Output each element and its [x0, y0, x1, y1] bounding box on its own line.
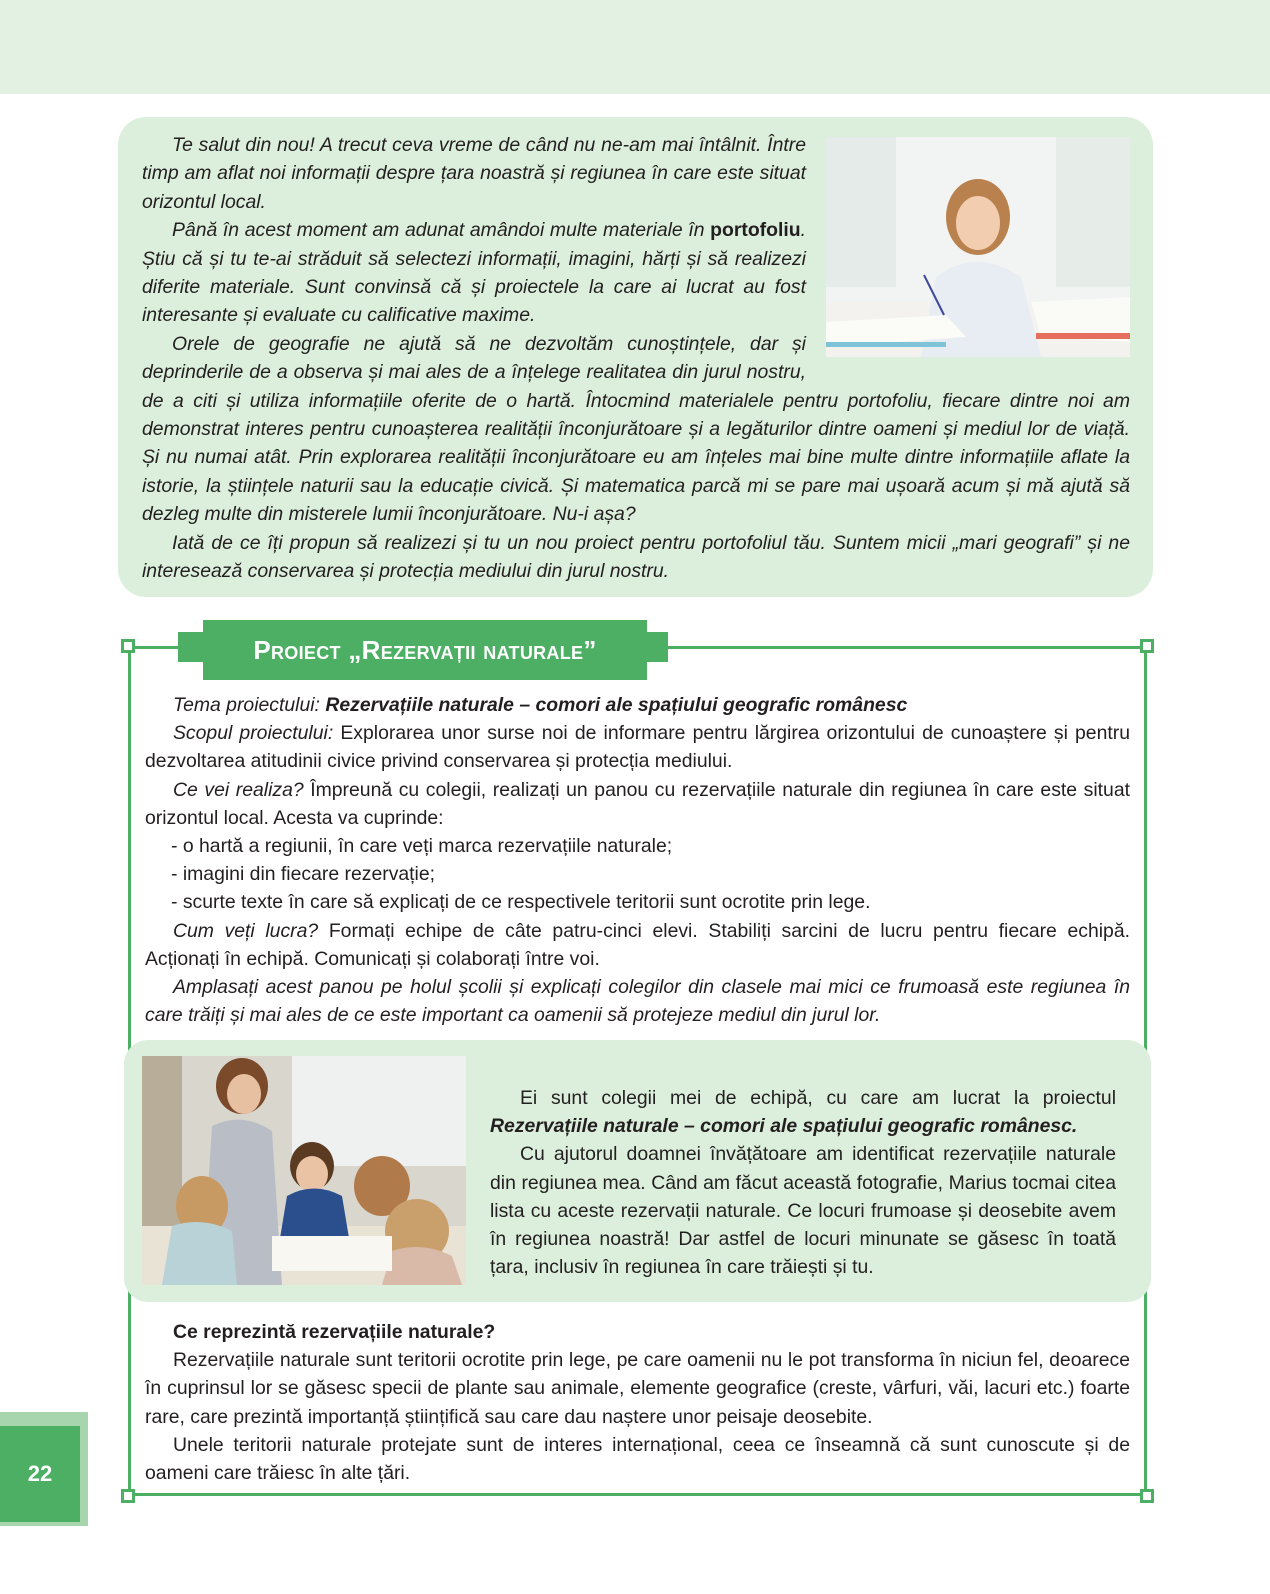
- team-text: [490, 1084, 1116, 1281]
- reserves-paragraph-2: Unele teritorii naturale protejate sunt de interes internațional, ceea ce înseamnă că sunt cunoscute și de oameni care trăiesc în alte țări.: [145, 1433, 1130, 1485]
- frame-corner-top-right: [1140, 639, 1154, 653]
- project-purpose: [145, 719, 1130, 775]
- frame-corner-bottom-left: [121, 1489, 135, 1503]
- team-paragraph-1: [490, 1084, 1116, 1140]
- reserves-heading: Ce reprezintă rezervațiile naturale?: [173, 1321, 496, 1343]
- intro-text: [142, 131, 1130, 586]
- project-display: Amplasați acest panou pe holul școlii și explicați colegilor din clasele mai mici ce frumoasă este regiunea în care trăiți și mai ales de ce este important ca oamenii să protejeze mediul din jurul lor.: [145, 976, 1130, 1027]
- purpose-label: Scopul proiectului:: [173, 722, 334, 745]
- output-label: Ce vei realiza?: [173, 778, 304, 801]
- reserves-paragraph-1: Rezervațiile naturale sunt teritorii ocrotite prin lege, pe care oamenii nu le pot transforma în niciun fel, deoarece în cuprinsul lor se găsesc specii de plante sau animale, elemente geografice (creste, vârfuri, văi, lacuri etc.) foarte rare, care prezintă importanță științifică sau care dau naștere unor peisaje deosebite.: [145, 1349, 1130, 1428]
- girl-writing-photo: [826, 137, 1130, 357]
- method-label: Cum veți lucra?: [173, 919, 319, 942]
- team-paragraph-2: Cu ajutorul doamnei învățătoare am identificat rezervațiile naturale din regiunea mea. Când am făcut această fotografie, Marius tocmai citea lista cu aceste rezervații naturale. Ce locuri frumoase și deosebite avem în regiunea noastră! Dar astfel de locuri minunate se găsesc în toată țara, inclusiv în regiunea în care trăiești și tu.: [490, 1143, 1116, 1279]
- output-value: Împreună cu colegii, realizați un panou cu rezervațiile naturale din regiunea în care este situat orizontul local. Acesta va cuprinde:: [145, 778, 1130, 829]
- project-method: [145, 917, 1130, 973]
- classroom-team-photo: [142, 1056, 466, 1285]
- team-panel: [124, 1040, 1151, 1302]
- intro-panel: [118, 117, 1153, 597]
- intro-paragraph-1: Te salut din nou! A trecut ceva vreme de când nu ne-am mai întâlnit. Între timp am aflat noi informații despre țara noastră și regiunea în care este situat orizontul local.: [142, 134, 806, 213]
- intro-paragraph-4: Iată de ce îți propun să realizezi și tu un nou proiect pentru portofoliul tău. Suntem micii „mari geografi” și ne interesează conservarea și protecția mediului din jurul nostru.: [142, 531, 1130, 583]
- project-title: [203, 620, 647, 680]
- frame-corner-top-left: [121, 639, 135, 653]
- intro-p2-start: Până în acest moment am adunat amândoi multe materiale în: [172, 219, 711, 242]
- intro-paragraph-3: Orele de geografie ne ajută să ne dezvoltăm cunoștințele, dar și deprinderile de a observa și mai ales de a înțelege realitatea din jurul nostru, de a citi și utiliza informațiile oferite de o hartă. Întocmind materialele pentru portofoliu, fiecare dintre noi am demonstrat interes pentru cunoașterea realității înconjurătoare și a legăturilor dintre oameni și mediul lor de viață. Și nu numai atât. Prin explorarea realității înconjurătoare eu am înțeles mai bine multe dintre informațiile aflate la istorie, la științele naturii sau la educație civică. Și matematica parcă mi se pare mai ușoară acum și mă ajută să dezleg multe din misterele lumii înconjurătoare. Nu-i așa?: [142, 332, 1130, 526]
- intro-p2-end: . Știu că și tu te-ai străduit să selectezi informații, imagini, hărți și să realizezi diferite materiale. Sunt convinsă că și proiectele la care ai lucrat au fost interesante și evaluate cu calificative maxime.: [142, 219, 806, 327]
- girl-writing-illustration: [826, 137, 1130, 357]
- team-p1-start: Ei sunt colegii mei de echipă, cu care am lucrat la proiectul: [520, 1087, 1116, 1109]
- page-number: 22: [0, 1426, 80, 1522]
- list-item: - scurte texte în care să explicați de ce respectivele teritorii sunt ocrotite prin lege.: [171, 891, 871, 914]
- header-band: [0, 0, 1270, 94]
- team-project-name: Rezervațiile naturale – comori ale spațiului geografic românesc.: [490, 1115, 1078, 1138]
- list-item: - imagini din fiecare rezervație;: [171, 863, 436, 886]
- project-description: [145, 691, 1130, 1029]
- purpose-value: Explorarea unor surse noi de informare pentru lărgirea orizontului de cunoaștere și pentru dezvoltarea atitudinii civice privind conservarea și protecția mediului.: [145, 722, 1131, 773]
- theme-value: Rezervațiile naturale – comori ale spațiului geografic românesc: [325, 694, 908, 716]
- project-title-text: Proiect „Rezervații naturale”: [253, 635, 597, 665]
- method-value: Formați echipe de câte patru-cinci elevi. Stabiliți sarcini de lucru pentru fiecare echipă. Acționați în echipă. Comunicați și colaborați între voi.: [145, 919, 1130, 970]
- portofoliu-keyword: portofoliu: [710, 219, 801, 242]
- classroom-illustration: [142, 1056, 466, 1285]
- project-theme: [145, 691, 1130, 719]
- list-item: - o hartă a regiunii, în care veți marca rezervațiile naturale;: [171, 835, 673, 858]
- theme-label: Tema proiectului:: [173, 694, 326, 716]
- frame-corner-bottom-right: [1140, 1489, 1154, 1503]
- project-output: [145, 776, 1130, 832]
- reserves-section: [145, 1318, 1130, 1487]
